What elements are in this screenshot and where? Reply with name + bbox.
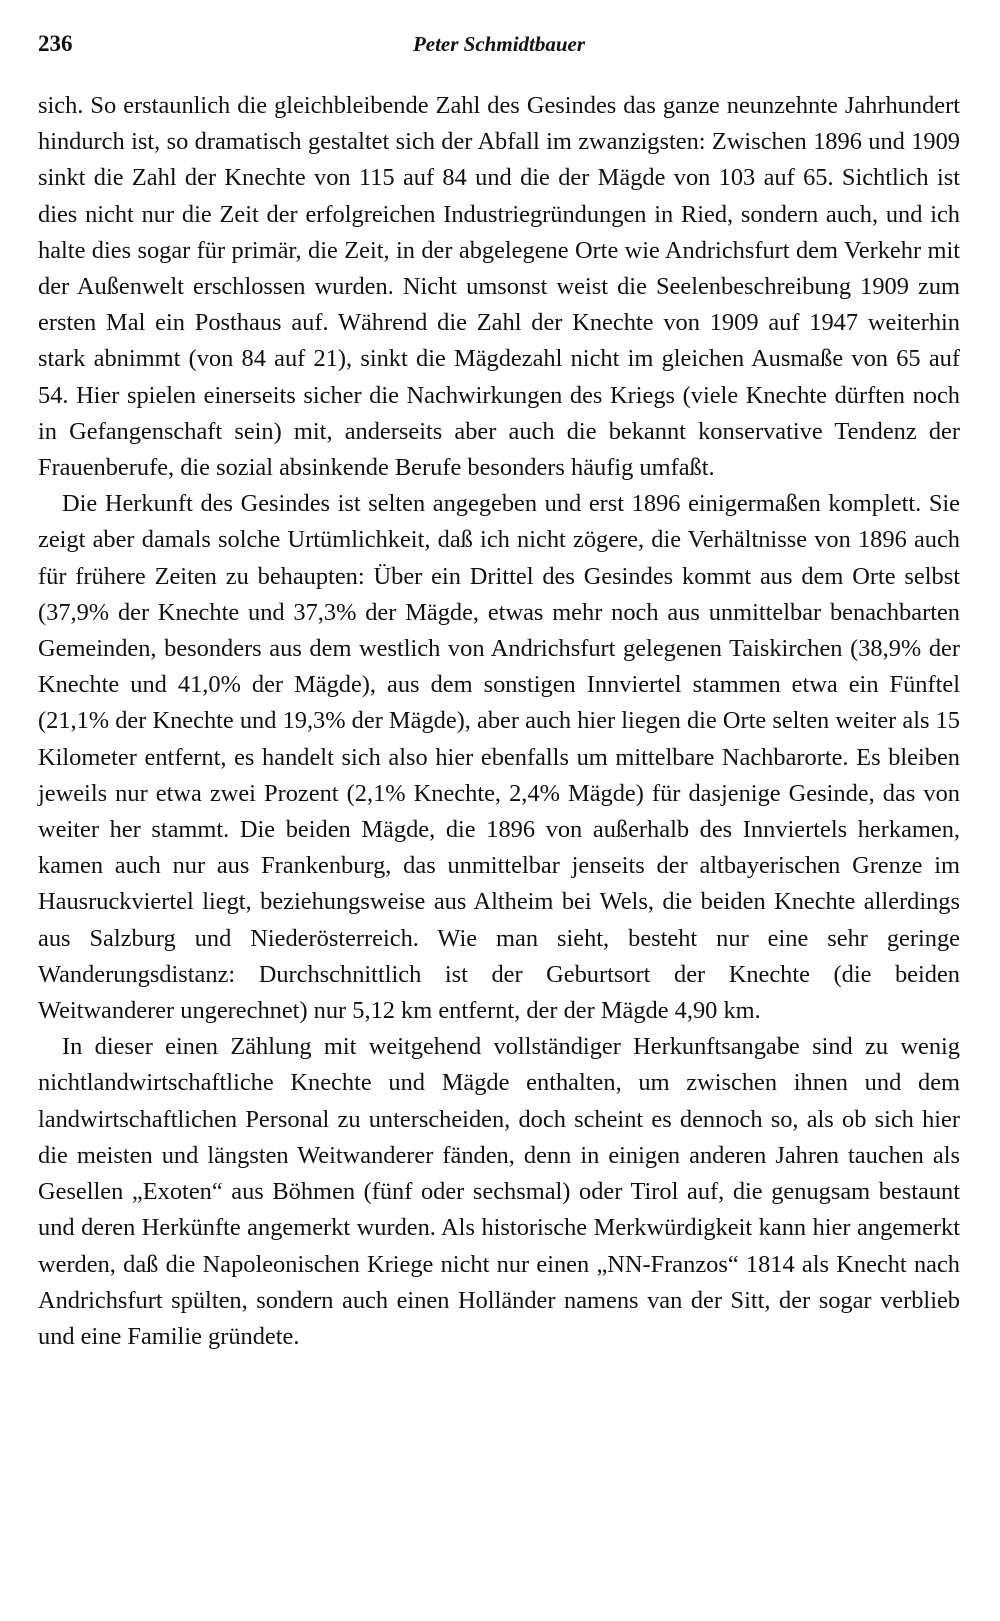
paragraph-3: In dieser einen Zählung mit weitgehend vollständiger Herkunftsangabe sind zu wenig nichtlandwirtschaftliche Knechte und Mägde enthalten, um zwischen ihnen und dem landwirtschaftlichen Personal zu unterscheiden, doch scheint es dennoch so, als ob sich hier die meisten und längsten Weitwanderer fänden, denn in einigen anderen Jahren tauchen als Gesellen „Exoten“ aus Böhmen (fünf oder sechsmal) oder Tirol auf, die genugsam bestaunt und deren Herkünfte angemerkt wurden. Als historische Merkwürdigkeit kann hier angemerkt werden, daß die Napoleonischen Kriege nicht nur einen „NN-Franzos“ 1814 als Knecht nach Andrichsfurt spülten, sondern auch einen Holländer namens van der Sitt, der sogar verblieb und eine Familie gründete. bbox=[38, 1033, 960, 1350]
page-number: 236 bbox=[38, 31, 73, 56]
paragraph-2: Die Herkunft des Gesindes ist selten angegeben und erst 1896 einigermaßen komplett. Sie zeigt aber damals solche Urtümlichkeit, daß ich nicht zögere, die Verhältnisse von 1896 auch für frühere Zeiten zu behaupten: Über ein Drittel des Gesindes kommt aus dem Orte selbst (37,9% der Knechte und 37,3% der Mägde, etwas mehr noch aus unmittelbar benachbarten Gemeinden, besonders aus dem westlich von Andrichsfurt gelegenen Taiskirchen (38,9% der Knechte und 41,0% der Mägde), aus dem sonstigen Innviertel stammen etwa ein Fünftel (21,1% der Knechte und 19,3% der Mägde), aber auch hier liegen die Orte selten weiter als 15 Kilometer entfernt, es handelt sich also hier ebenfalls um mittelbare Nachbarorte. Es bleiben jeweils nur etwa zwei Prozent (2,1% Knechte, 2,4% Mägde) für dasjenige Gesinde, das von weiter her stammt. Die beiden Mägde, die 1896 von außerhalb des Innviertels herkamen, kamen auch nur aus Frankenburg, das unmittelbar jenseits der altbayerischen Grenze im Hausruckviertel liegt, beziehungsweise aus Altheim bei Wels, die beiden Knechte allerdings aus Salzburg und Niederösterreich. Wie man sieht, besteht nur eine sehr geringe Wanderungsdistanz: Durchschnittlich ist der Geburtsort der Knechte (die beiden Weitwanderer ungerechnet) nur 5,12 km entfernt, der der Mägde 4,90 km. bbox=[38, 490, 960, 1025]
running-header-author: Peter Schmidtbauer bbox=[412, 32, 586, 56]
body-text bbox=[38, 88, 960, 1355]
paragraph-1: sich. So erstaunlich die gleichbleibende Zahl des Gesindes das ganze neunzehnte Jahrhundert hindurch ist, so dramatisch gestaltet sich der Abfall im zwanzigsten: Zwischen 1896 und 1909 sinkt die Zahl der Knechte von 115 auf 84 und die der Mägde von 103 auf 65. Sichtlich ist dies nicht nur die Zeit der erfolgreichen Industriegründungen in Ried, sondern auch, und ich halte dies sogar für primär, die Zeit, in der abgelegene Orte wie Andrichsfurt dem Verkehr mit der Außenwelt erschlossen wurden. Nicht umsonst weist die Seelenbeschreibung 1909 zum ersten Mal ein Posthaus auf. Während die Zahl der Knechte von 1909 auf 1947 weiterhin stark abnimmt (von 84 auf 21), sinkt die Mägdezahl nicht im gleichen Ausmaße von 65 auf 54. Hier spielen einerseits sicher die Nachwirkungen des Kriegs (viele Knechte dürften noch in Gefangenschaft sein) mit, anderseits aber auch die bekannt konservative Tendenz der Frauenberufe, die sozial absinkende Berufe besonders häufig umfaßt. bbox=[38, 92, 960, 482]
running-header bbox=[38, 24, 960, 64]
